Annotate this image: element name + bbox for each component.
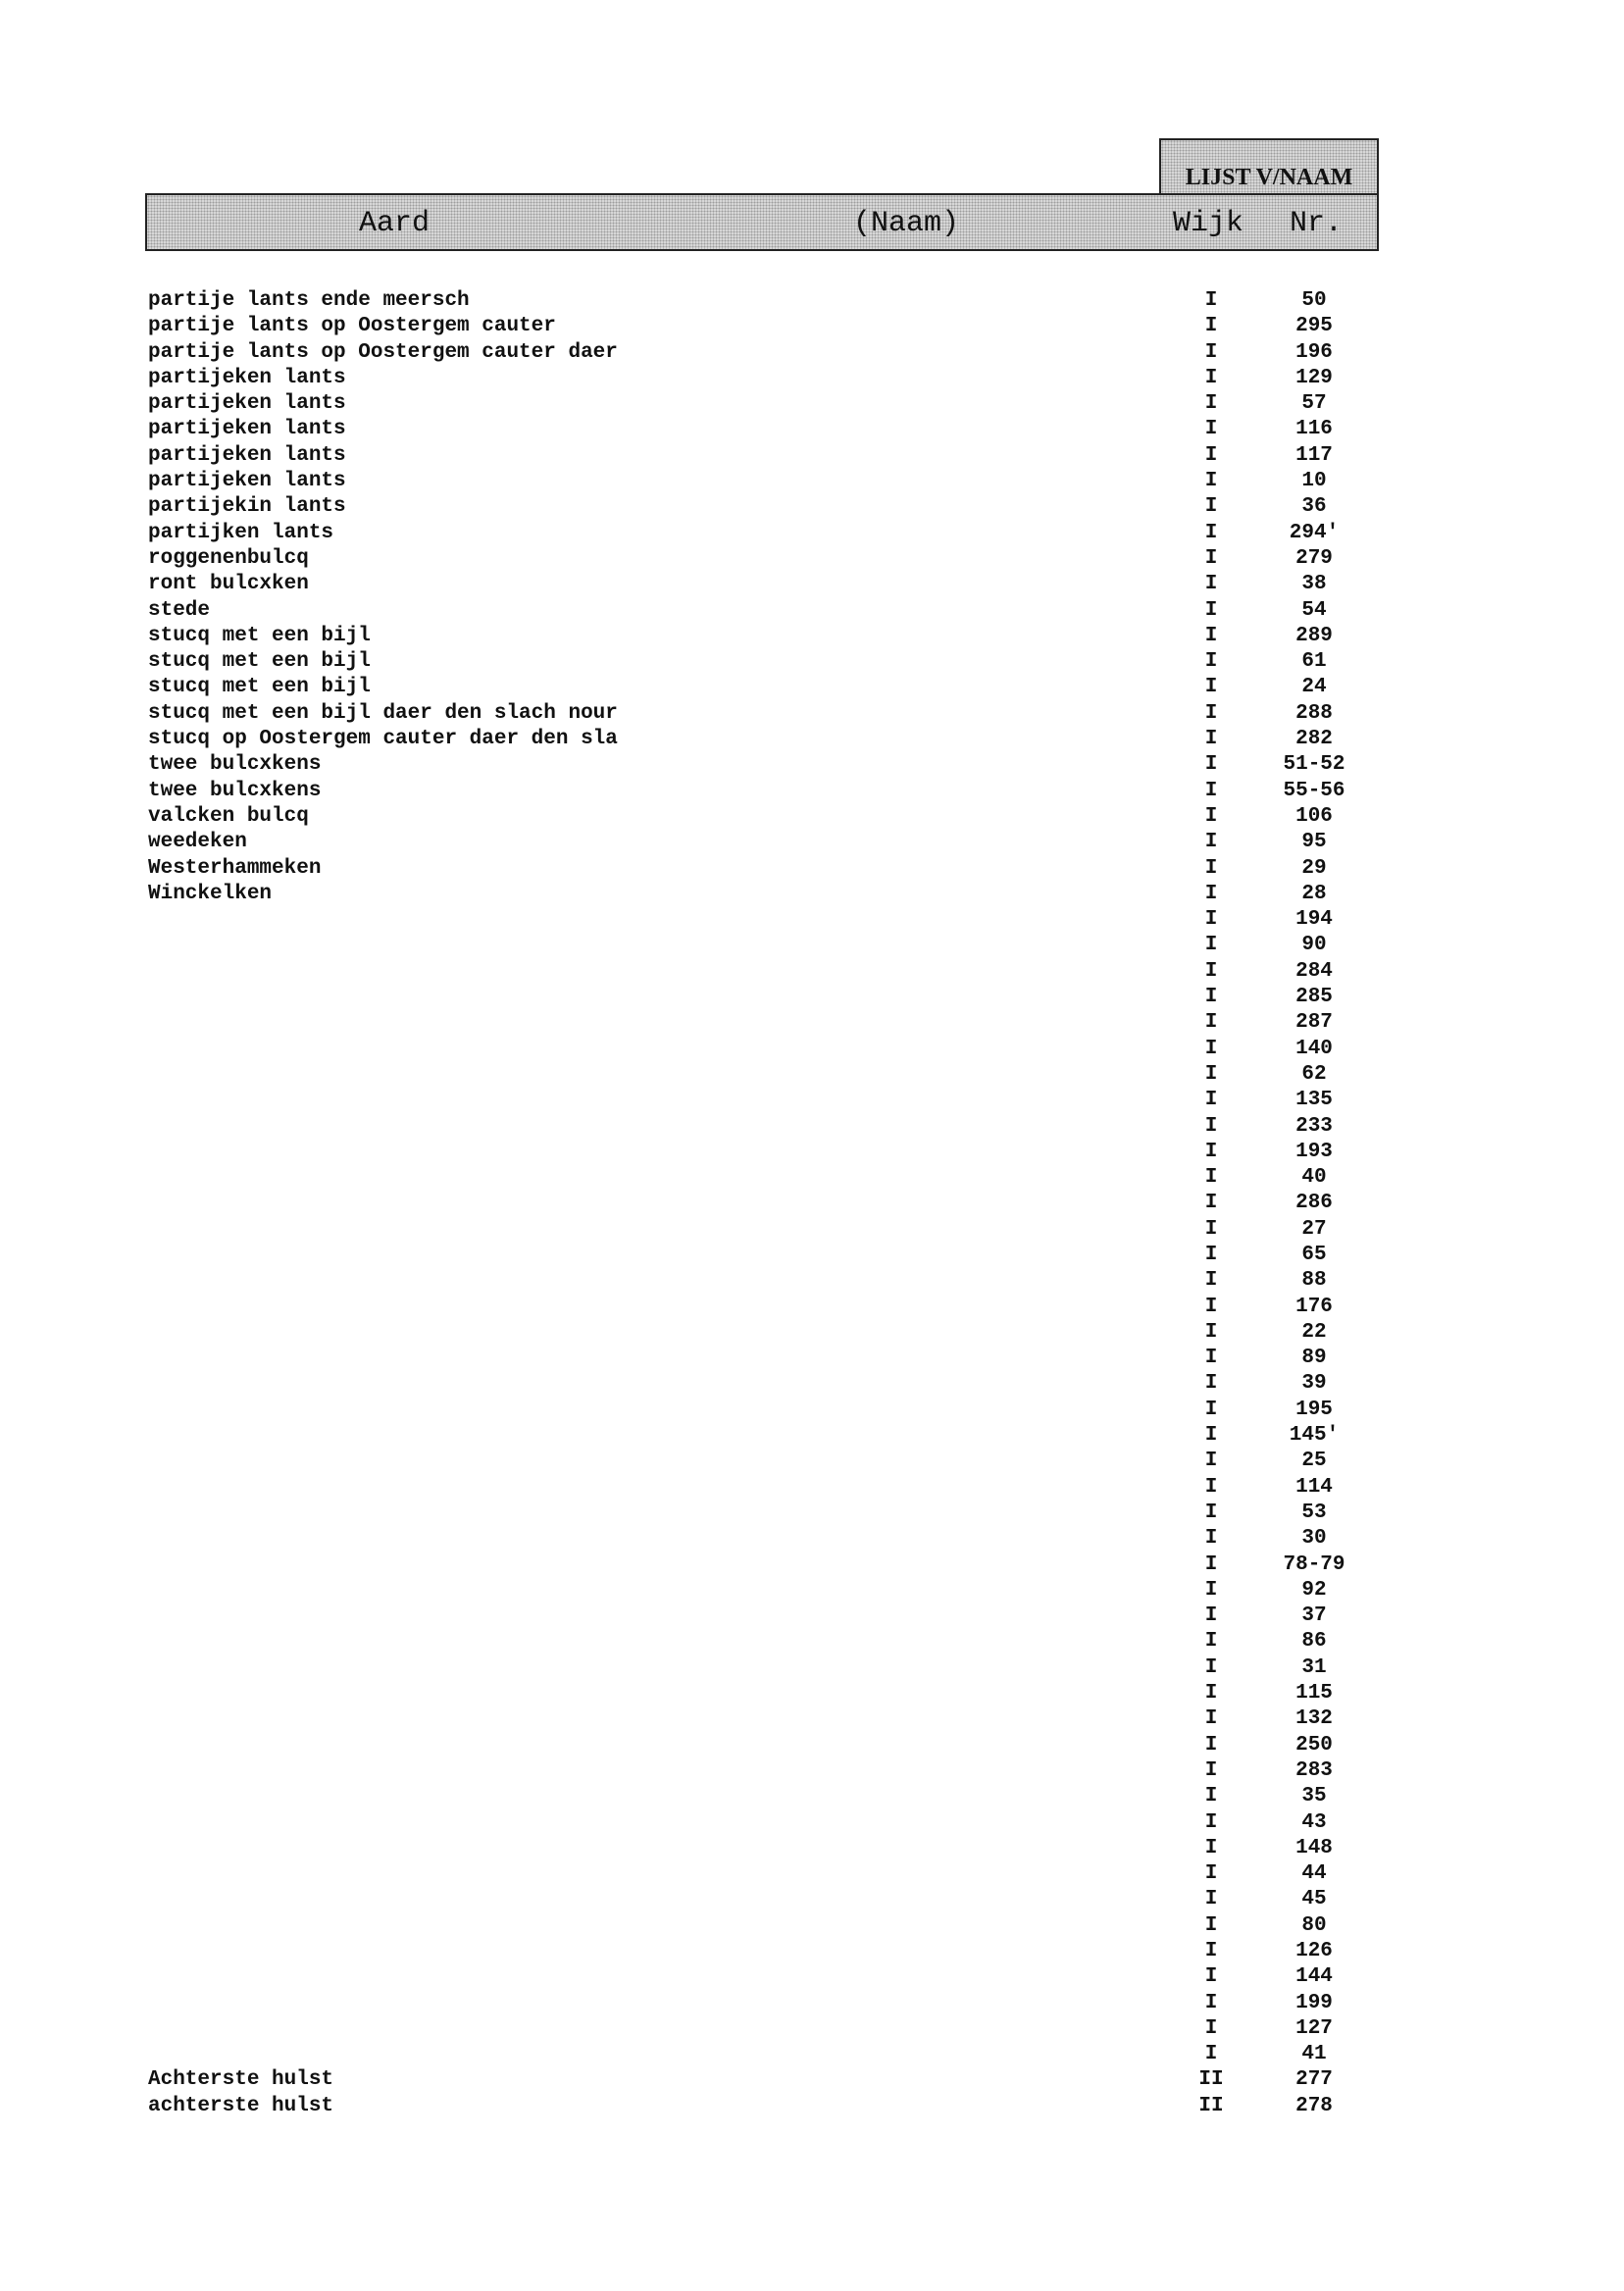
table-row — [0, 1398, 1624, 1423]
table-row — [0, 752, 1624, 778]
entry-nr: 45 — [1301, 1888, 1327, 1911]
table-row — [0, 959, 1624, 985]
entry-aard: ront bulcxken — [148, 573, 309, 596]
entry-nr: 294' — [1289, 521, 1340, 544]
entry-nr: 176 — [1295, 1295, 1333, 1318]
table-row — [0, 366, 1624, 391]
entry-wijk: I — [1204, 831, 1218, 854]
entry-nr: 38 — [1301, 573, 1327, 596]
entry-nr: 145' — [1289, 1424, 1340, 1448]
entry-nr: 287 — [1295, 1011, 1333, 1035]
entry-nr: 78-79 — [1283, 1553, 1345, 1576]
entry-wijk: I — [1204, 1372, 1218, 1396]
entry-nr: 194 — [1295, 908, 1333, 932]
table-row — [0, 1268, 1624, 1294]
entry-nr: 295 — [1295, 315, 1333, 338]
entry-wijk: I — [1204, 728, 1218, 751]
entry-nr: 144 — [1295, 1965, 1333, 1989]
table-row — [0, 624, 1624, 649]
entry-wijk: I — [1204, 1810, 1218, 1834]
table-row — [0, 1629, 1624, 1655]
table-row — [0, 2016, 1624, 2042]
entry-nr: 31 — [1301, 1655, 1327, 1679]
entry-nr: 148 — [1295, 1836, 1333, 1859]
entry-nr: 30 — [1301, 1527, 1327, 1551]
entry-nr: 283 — [1295, 1758, 1333, 1782]
entry-wijk: I — [1204, 624, 1218, 647]
table-row — [0, 314, 1624, 339]
table-row — [0, 1037, 1624, 1062]
table-row — [0, 417, 1624, 442]
entry-nr: 80 — [1301, 1913, 1327, 1937]
entry-aard: partijeken lants — [148, 443, 346, 467]
entry-aard: partije lants op Oostergem cauter — [148, 315, 556, 338]
entry-aard: Achterste hulst — [148, 2068, 334, 2092]
entry-aard: stucq met een bijl daer den slach nour — [148, 701, 618, 725]
table-row — [0, 1346, 1624, 1371]
entry-nr: 29 — [1301, 856, 1327, 880]
entry-wijk: I — [1204, 1011, 1218, 1035]
table-row — [0, 1320, 1624, 1346]
table-row — [0, 443, 1624, 469]
entry-wijk: I — [1204, 934, 1218, 957]
entry-aard: Westerhammeken — [148, 856, 322, 880]
entry-wijk: I — [1204, 392, 1218, 416]
entry-nr: 126 — [1295, 1940, 1333, 1962]
entry-nr: 115 — [1295, 1682, 1333, 1706]
table-row — [0, 521, 1624, 546]
entry-wijk: I — [1204, 1243, 1218, 1266]
table-row — [0, 1655, 1624, 1681]
entry-wijk: I — [1204, 2043, 1218, 2066]
entry-aard: stucq met een bijl — [148, 676, 371, 699]
entry-wijk: I — [1204, 959, 1218, 983]
entry-wijk: I — [1204, 779, 1218, 802]
entry-nr: 51-52 — [1283, 753, 1345, 777]
entry-aard: partijeken lants — [148, 392, 346, 416]
entry-wijk: I — [1204, 676, 1218, 699]
entry-wijk: I — [1204, 856, 1218, 880]
entry-nr: 89 — [1301, 1347, 1327, 1370]
entry-nr: 289 — [1295, 624, 1333, 647]
table-row — [0, 1939, 1624, 1964]
list-type-tab — [1159, 138, 1379, 195]
entry-wijk: I — [1204, 1269, 1218, 1293]
entry-wijk: I — [1204, 753, 1218, 777]
entry-wijk: II — [1198, 2094, 1224, 2117]
table-row — [0, 1526, 1624, 1552]
table-row — [0, 1578, 1624, 1604]
table-row — [0, 1371, 1624, 1397]
entry-nr: 88 — [1301, 1269, 1327, 1293]
table-row — [0, 1217, 1624, 1243]
table-row — [0, 675, 1624, 700]
table-row — [0, 1475, 1624, 1501]
table-row — [0, 494, 1624, 520]
table-row — [0, 933, 1624, 958]
table-row — [0, 1088, 1624, 1113]
entry-wijk: I — [1204, 289, 1218, 312]
entry-wijk: I — [1204, 340, 1218, 364]
entry-nr: 53 — [1301, 1501, 1327, 1524]
entry-aard: partijeken lants — [148, 470, 346, 493]
entry-nr: 288 — [1295, 701, 1333, 725]
column-header-naam: (Naam) — [853, 207, 960, 240]
entry-nr: 135 — [1295, 1089, 1333, 1112]
table-row — [0, 1887, 1624, 1912]
entry-nr: 43 — [1301, 1810, 1327, 1834]
table-row — [0, 1553, 1624, 1578]
table-row — [0, 1423, 1624, 1449]
table-row — [0, 1501, 1624, 1526]
column-header-nr: Nr. — [1290, 207, 1344, 240]
entry-wijk: II — [1198, 2068, 1224, 2092]
table-row — [0, 856, 1624, 882]
entry-wijk: I — [1204, 1913, 1218, 1937]
entry-wijk: I — [1204, 1862, 1218, 1886]
entry-nr: 284 — [1295, 959, 1333, 983]
entry-nr: 117 — [1295, 443, 1333, 467]
entry-nr: 129 — [1295, 366, 1333, 389]
table-row — [0, 779, 1624, 804]
entry-nr: 233 — [1295, 1114, 1333, 1138]
entry-nr: 44 — [1301, 1862, 1327, 1886]
entry-wijk: I — [1204, 882, 1218, 905]
entry-nr: 92 — [1301, 1578, 1327, 1602]
entry-nr: 106 — [1295, 804, 1333, 828]
entry-nr: 193 — [1295, 1140, 1333, 1163]
table-row — [0, 1449, 1624, 1474]
table-row — [0, 1295, 1624, 1320]
entry-nr: 41 — [1301, 2043, 1327, 2066]
table-row — [0, 1191, 1624, 1216]
entry-nr: 86 — [1301, 1630, 1327, 1654]
entry-aard: achterste hulst — [148, 2094, 334, 2117]
entry-wijk: I — [1204, 1965, 1218, 1989]
entry-aard: partije lants op Oostergem cauter daer — [148, 340, 618, 364]
entry-nr: 250 — [1295, 1733, 1333, 1756]
entry-wijk: I — [1204, 701, 1218, 725]
entry-wijk: I — [1204, 1578, 1218, 1602]
table-row — [0, 340, 1624, 366]
table-row — [0, 1062, 1624, 1088]
entry-nr: 27 — [1301, 1217, 1327, 1241]
entry-wijk: I — [1204, 315, 1218, 338]
entry-aard: weedeken — [148, 831, 247, 854]
entry-nr: 132 — [1295, 1707, 1333, 1731]
entry-nr: 61 — [1301, 650, 1327, 674]
entry-nr: 25 — [1301, 1450, 1327, 1473]
entry-nr: 39 — [1301, 1372, 1327, 1396]
table-row — [0, 288, 1624, 314]
table-row — [0, 1810, 1624, 1836]
entry-nr: 282 — [1295, 728, 1333, 751]
entry-nr: 65 — [1301, 1243, 1327, 1266]
entry-wijk: I — [1204, 1527, 1218, 1551]
entry-wijk: I — [1204, 1991, 1218, 2014]
entry-wijk: I — [1204, 1604, 1218, 1628]
entry-wijk: I — [1204, 1192, 1218, 1215]
table-row — [0, 727, 1624, 752]
entry-aard: stucq met een bijl — [148, 650, 371, 674]
entry-wijk: I — [1204, 804, 1218, 828]
entry-nr: 140 — [1295, 1037, 1333, 1060]
entry-aard: valcken bulcq — [148, 804, 309, 828]
entry-nr: 35 — [1301, 1785, 1327, 1808]
table-row — [0, 1836, 1624, 1861]
table-row — [0, 830, 1624, 855]
entry-aard: roggenenbulcq — [148, 546, 309, 570]
table-row — [0, 985, 1624, 1010]
entry-nr: 24 — [1301, 676, 1327, 699]
table-row — [0, 1604, 1624, 1629]
entry-wijk: I — [1204, 1553, 1218, 1576]
entry-wijk: I — [1204, 1450, 1218, 1473]
entry-nr: 57 — [1301, 392, 1327, 416]
table-row — [0, 1964, 1624, 1990]
entry-wijk: I — [1204, 1320, 1218, 1344]
entry-wijk: I — [1204, 986, 1218, 1009]
table-row — [0, 1010, 1624, 1036]
entry-wijk: I — [1204, 1888, 1218, 1911]
entry-aard: partijeken lants — [148, 418, 346, 441]
entry-wijk: I — [1204, 418, 1218, 441]
entry-wijk: I — [1204, 1217, 1218, 1241]
column-header-aard: Aard — [359, 207, 431, 240]
entry-nr: 28 — [1301, 882, 1327, 905]
entry-nr: 10 — [1301, 470, 1327, 493]
table-row — [0, 1681, 1624, 1706]
table-row — [0, 2094, 1624, 2119]
entry-nr: 40 — [1301, 1166, 1327, 1190]
entry-wijk: I — [1204, 1295, 1218, 1318]
table-row — [0, 2042, 1624, 2067]
entry-aard: partijeken lants — [148, 366, 346, 389]
table-row — [0, 882, 1624, 907]
entry-aard: partijken lants — [148, 521, 334, 544]
entry-aard: Winckelken — [148, 882, 273, 905]
entry-nr: 127 — [1295, 2016, 1333, 2040]
entry-nr: 55-56 — [1283, 779, 1345, 802]
entry-wijk: I — [1204, 1037, 1218, 1060]
table-row — [0, 546, 1624, 572]
column-header-bar — [145, 193, 1379, 251]
entry-wijk: I — [1204, 598, 1218, 622]
table-row — [0, 1165, 1624, 1191]
entry-nr: 50 — [1301, 289, 1327, 312]
table-row — [0, 1861, 1624, 1887]
table-row — [0, 649, 1624, 675]
entry-wijk: I — [1204, 1062, 1218, 1086]
entry-wijk: I — [1204, 521, 1218, 544]
entry-wijk: I — [1204, 1940, 1218, 1962]
entry-nr: 199 — [1295, 1991, 1333, 2014]
entry-nr: 62 — [1301, 1062, 1327, 1086]
table-row — [0, 1706, 1624, 1732]
entry-nr: 277 — [1295, 2068, 1333, 2092]
entry-wijk: I — [1204, 1140, 1218, 1163]
entry-wijk: I — [1204, 1501, 1218, 1524]
entry-wijk: I — [1204, 1114, 1218, 1138]
entry-wijk: I — [1204, 1398, 1218, 1421]
entry-wijk: I — [1204, 1655, 1218, 1679]
table-row — [0, 469, 1624, 494]
entry-wijk: I — [1204, 366, 1218, 389]
column-header-wijk: Wijk — [1173, 207, 1244, 240]
entry-nr: 196 — [1295, 340, 1333, 364]
entry-aard: stucq op Oostergem cauter daer den sla — [148, 728, 618, 751]
entry-nr: 114 — [1295, 1475, 1333, 1499]
entry-aard: twee bulcxkens — [148, 779, 322, 802]
table-row — [0, 701, 1624, 727]
entry-wijk: I — [1204, 546, 1218, 570]
table-row — [0, 1114, 1624, 1140]
entry-wijk: I — [1204, 470, 1218, 493]
entry-wijk: I — [1204, 1347, 1218, 1370]
entry-nr: 278 — [1295, 2094, 1333, 2117]
entry-nr: 195 — [1295, 1398, 1333, 1421]
entry-wijk: I — [1204, 1707, 1218, 1731]
table-row — [0, 1913, 1624, 1939]
table-row — [0, 907, 1624, 933]
entry-aard: partijekin lants — [148, 495, 346, 519]
entry-wijk: I — [1204, 443, 1218, 467]
table-row — [0, 1991, 1624, 2016]
entry-wijk: I — [1204, 1682, 1218, 1706]
table-row — [0, 1243, 1624, 1268]
entry-wijk: I — [1204, 2016, 1218, 2040]
entry-aard: twee bulcxkens — [148, 753, 322, 777]
entry-wijk: I — [1204, 1475, 1218, 1499]
entry-aard: stede — [148, 598, 211, 622]
entry-wijk: I — [1204, 495, 1218, 519]
list-type-label: LIJST V/NAAM — [1185, 165, 1353, 190]
entry-nr: 285 — [1295, 986, 1333, 1009]
entry-wijk: I — [1204, 1733, 1218, 1756]
table-row — [0, 1140, 1624, 1165]
entry-nr: 95 — [1301, 831, 1327, 854]
entry-aard: stucq met een bijl — [148, 624, 371, 647]
entry-nr: 90 — [1301, 934, 1327, 957]
entry-wijk: I — [1204, 1630, 1218, 1654]
entry-wijk: I — [1204, 650, 1218, 674]
entry-list — [0, 288, 1624, 2119]
table-row — [0, 598, 1624, 624]
entry-wijk: I — [1204, 1424, 1218, 1448]
entry-nr: 116 — [1295, 418, 1333, 441]
entry-wijk: I — [1204, 1089, 1218, 1112]
table-row — [0, 1733, 1624, 1758]
table-row — [0, 391, 1624, 417]
entry-nr: 22 — [1301, 1320, 1327, 1344]
entry-wijk: I — [1204, 908, 1218, 932]
entry-wijk: I — [1204, 1758, 1218, 1782]
entry-nr: 54 — [1301, 598, 1327, 622]
entry-nr: 36 — [1301, 495, 1327, 519]
entry-nr: 279 — [1295, 546, 1333, 570]
entry-wijk: I — [1204, 573, 1218, 596]
table-row — [0, 1758, 1624, 1784]
table-row — [0, 2067, 1624, 2093]
entry-wijk: I — [1204, 1785, 1218, 1808]
table-row — [0, 804, 1624, 830]
table-row — [0, 1784, 1624, 1809]
entry-wijk: I — [1204, 1836, 1218, 1859]
entry-wijk: I — [1204, 1166, 1218, 1190]
entry-aard: partije lants ende meersch — [148, 289, 470, 312]
entry-nr: 37 — [1301, 1604, 1327, 1628]
table-row — [0, 572, 1624, 597]
entry-nr: 286 — [1295, 1192, 1333, 1215]
